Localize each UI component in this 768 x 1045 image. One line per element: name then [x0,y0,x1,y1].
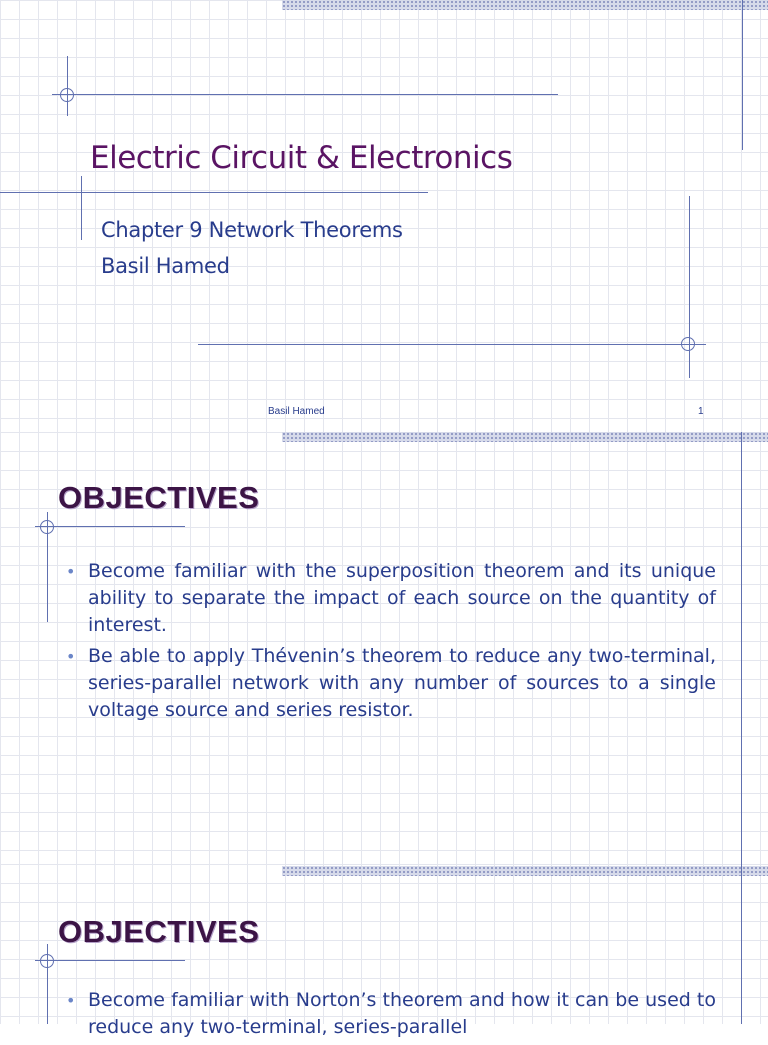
objectives-list [66,558,716,728]
objectives-slide-2 [0,864,768,1038]
bullet-icon: • [66,562,76,581]
slide-title: OBJECTIVES [58,914,260,949]
decor-vertical-line [81,176,82,240]
decor-horizontal-line [35,960,185,961]
bullet-icon: • [66,991,76,1010]
slide-title: OBJECTIVES [58,480,260,515]
list-item-text: Become familiar with the superposition theorem and its unique ability to separate the impact of each source on the quantity of interest. [88,560,716,636]
decor-horizontal-line [0,192,428,193]
slide-footer-author: Basil Hamed [268,406,325,417]
decor-ring [40,954,54,968]
slide-page-number: 1 [698,406,704,417]
bullet-icon: • [66,647,76,666]
decor-ring [681,337,695,351]
decor-vertical-line [742,0,743,150]
slide-subtitle-author: Basil Hamed [101,254,230,278]
list-item [66,987,716,1041]
decor-vertical-line [67,56,68,116]
objectives-list [66,987,716,1045]
slide-subtitle-chapter: Chapter 9 Network Theorems [101,218,403,242]
list-item-text: Be able to apply Thévenin’s theorem to reduce any two-terminal, series-parallel network with any number of sources to a single voltage source and series resistor. [88,645,716,721]
list-item [66,558,716,639]
decor-ring [60,88,74,102]
title-slide [0,0,768,432]
decor-horizontal-line [35,526,185,527]
dotted-band-decoration [282,866,768,876]
dotted-band-decoration [282,0,768,10]
decor-horizontal-line [52,94,558,95]
decor-vertical-line [741,864,742,1024]
list-item-text: Become familiar with Norton’s theorem and how it can be used to reduce any two-terminal, series-parallel [88,989,716,1038]
decor-vertical-line [741,432,742,864]
slide-title: Electric Circuit & Electronics [90,140,513,176]
dotted-band-decoration [282,432,768,442]
decor-ring [40,520,54,534]
decor-horizontal-line [198,344,706,345]
objectives-slide-1 [0,432,768,864]
list-item [66,643,716,724]
